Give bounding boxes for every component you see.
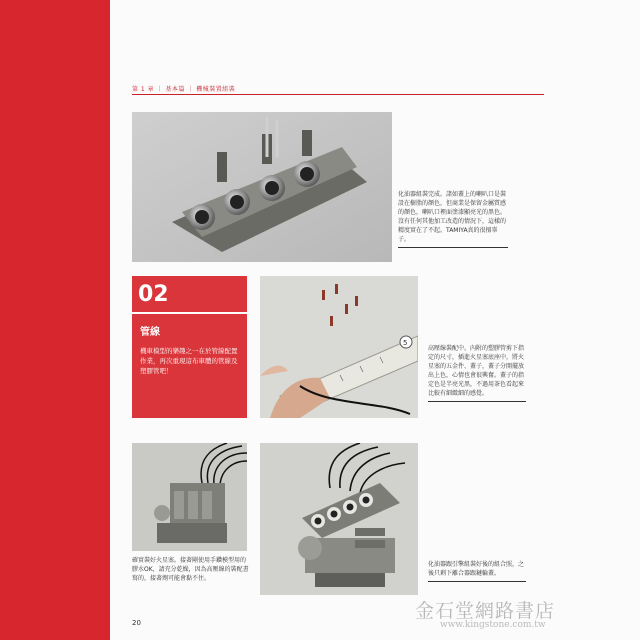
- wiring-photo: [260, 276, 418, 418]
- engine-right-caption: [428, 560, 526, 578]
- engine-photo-right: [260, 443, 418, 595]
- wiring-caption: [428, 344, 526, 398]
- engine-photo-left: [132, 443, 247, 551]
- step-box: [132, 276, 247, 418]
- header-divider: [132, 94, 544, 95]
- wiring-caption-text: 高壓線裝配中。內附的塑膠管剪下指定的尺寸，插進火星塞底座中，將火星塞的五金件、蓋子，蓋子分開擺放出上色，心情也會很興奮。蓋子的指定色是半亮光黑，不過用茶色看起來比較有細緻細的感覺。: [428, 345, 525, 397]
- carburetor-caption-text: 化油器組裝完成。諸如蓋上的喇叭口是裝設在樹脂的顏色，但商業是保留金屬質感的顏色，喇叭口裡面塗漆顯亮光的黑色。沒有任何其他加工改造的情況下，這樣的精度實在了不起。TAMIYA真的很擅辜子。: [398, 191, 507, 243]
- watermark-url: www.kingstone.com.tw: [440, 620, 546, 630]
- step-description: 機車模型的樂趣之一在於管線配置作業，再次重現這布車體的管線及塑膠管吧！: [140, 347, 238, 375]
- watermark: 金石堂網路書店: [415, 600, 556, 622]
- step-divider: [132, 312, 247, 314]
- caption-underline: [398, 247, 508, 248]
- caption-underline: [428, 401, 526, 402]
- step-title: 管線: [140, 327, 160, 338]
- step-number: 02: [138, 282, 169, 307]
- caption-underline: [428, 581, 526, 582]
- engine-left-caption: [132, 556, 250, 583]
- ruler-number: 5: [403, 339, 408, 347]
- chapter-breadcrumb: 第 1 章 ｜ 基本篇 ｜ 機械裝置組裝: [132, 86, 236, 93]
- engine-left-caption-text: 確實裝好火星塞。接著剛使用手鑽模型用的膠水OK，請充分乾燥，因為高壓線的裝配書寫的，接著劑可能會黏不住。: [132, 557, 249, 582]
- carburetor-caption: [398, 190, 508, 244]
- carburetor-photo: [132, 112, 392, 262]
- page-number: 20: [132, 619, 141, 627]
- page-spine-band: [0, 0, 110, 640]
- engine-right-caption-text: 化油器跟引擎組裝好後的組合照，之後只剩下離合器跟鏈輪蓋。: [428, 561, 525, 577]
